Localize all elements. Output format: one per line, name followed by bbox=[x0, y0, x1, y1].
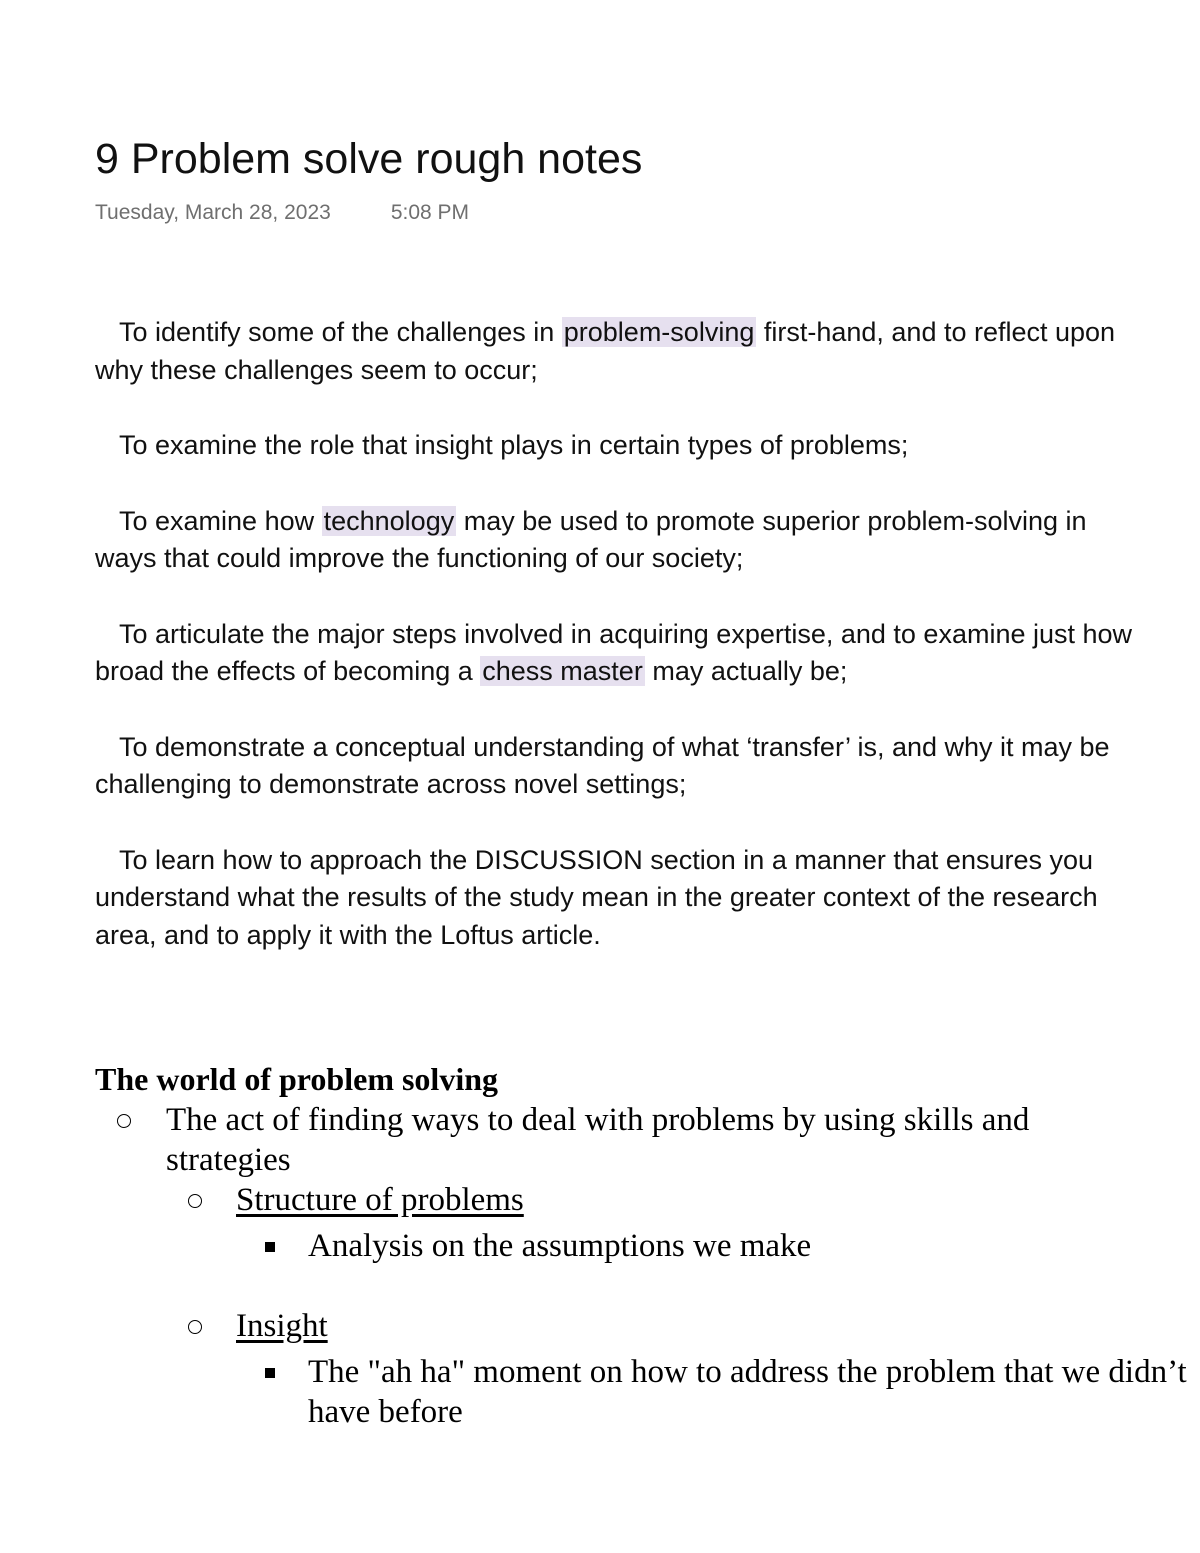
objective-item bbox=[95, 503, 1145, 578]
objective-text: To examine how bbox=[119, 505, 322, 536]
outline-text: The "ah ha" moment on how to address the problem that we didn’t have before bbox=[308, 1354, 1187, 1430]
objective-text: To learn how to approach the DISCUSSION section in a manner that ensures you understand what the results of the study mean in the greater context of the research area, and to apply it with the Loftus article. bbox=[95, 844, 1098, 950]
outline-topic: Structure of problems bbox=[236, 1182, 524, 1218]
objective-text: may actually be; bbox=[644, 656, 848, 686]
outline-text: The act of finding ways to deal with problems by using skills and strategies bbox=[166, 1102, 1030, 1178]
page-title: 9 Problem solve rough notes bbox=[95, 135, 643, 183]
outline-item bbox=[0, 1100, 1136, 1180]
outline-list bbox=[0, 1100, 1200, 1432]
outline-detail bbox=[0, 1352, 1200, 1432]
square-bullet-icon bbox=[265, 1242, 275, 1252]
outline-text: Analysis on the assumptions we make bbox=[308, 1228, 812, 1264]
highlighted-term: technology bbox=[323, 505, 455, 536]
spacer bbox=[0, 1266, 1200, 1306]
outline-subitem bbox=[0, 1306, 1200, 1346]
objective-text: To examine the role that insight plays in certain types of problems; bbox=[119, 430, 909, 460]
objective-item bbox=[95, 314, 1145, 389]
objective-text: To identify some of the challenges in bbox=[119, 317, 562, 347]
page-date: Tuesday, March 28, 2023 bbox=[95, 201, 331, 224]
objective-item bbox=[95, 729, 1145, 804]
outline-topic: Insight bbox=[236, 1308, 328, 1344]
objective-item bbox=[95, 616, 1145, 691]
objective-text: To demonstrate a conceptual understanding of what ‘transfer’ is, and why it may be challenging to demonstrate across novel settings; bbox=[95, 731, 1110, 799]
hollow-bullet-icon bbox=[188, 1320, 202, 1334]
section-heading: The world of problem solving bbox=[95, 1061, 498, 1097]
objective-item bbox=[95, 842, 1145, 955]
objective-text: To articulate the major steps involved in acquiring expertise, and to examine just how broad the effects of becoming a bbox=[95, 618, 1133, 686]
highlighted-term: problem-solving bbox=[563, 317, 755, 347]
objectives-list bbox=[95, 314, 1145, 992]
objective-text: may be used to promote superior problem-solving in ways that could improve the functioning of our society; bbox=[95, 505, 1087, 573]
hollow-bullet-icon bbox=[188, 1194, 202, 1208]
square-bullet-icon bbox=[265, 1368, 275, 1378]
page-timestamp bbox=[95, 199, 469, 227]
hollow-bullet-icon bbox=[117, 1114, 131, 1128]
objective-text: first-hand, and to reflect upon why these challenges seem to occur; bbox=[95, 317, 1116, 385]
outline-subitem bbox=[0, 1180, 1200, 1220]
page-time: 5:08 PM bbox=[390, 201, 470, 224]
objective-item bbox=[95, 427, 1145, 465]
outline-detail bbox=[0, 1226, 1200, 1266]
highlighted-term: chess master bbox=[482, 656, 643, 686]
